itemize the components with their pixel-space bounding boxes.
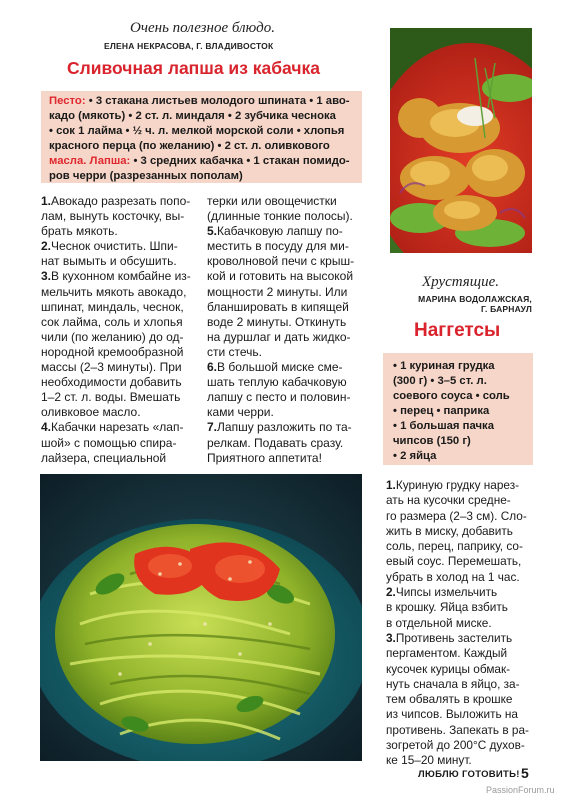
recipe2-tagline: Хрустящие. (422, 274, 499, 290)
text-line: местить в посуду для ми- (207, 239, 349, 254)
text-line: кроволновой печи с крыш- (207, 254, 355, 269)
ingredient-heading: Песто: (49, 95, 89, 107)
watermark: PassionForum.ru (486, 785, 555, 795)
text-line: необходимости добавить (41, 375, 182, 390)
text-line: мощности 2 минуты. Или (207, 284, 348, 299)
text-line: шпинат, миндаль, чеснок, (41, 299, 184, 314)
text-line: бланшировать в кипящей (207, 299, 349, 314)
text-line: кой и готовить на высокой (207, 269, 354, 284)
text-line: соль, перец, паприку, со- (386, 539, 523, 554)
text-line: 6.В большой миске сме- (207, 360, 343, 375)
text-line: оливковое масло. (41, 405, 141, 420)
text-line: 4.Кабачки нарезать «лап- (41, 420, 184, 435)
ingredient-heading: масла. Лапша: (49, 155, 134, 167)
text-line: (длинные тонкие полосы). (207, 209, 353, 224)
text-line: в крошку. Яйца взбить (386, 600, 508, 615)
text-line: шать теплую кабачковую (207, 375, 347, 390)
text-line: убрать в холод на 1 час. (386, 569, 520, 584)
text-line: релкам. Подавать сразу. (207, 435, 344, 450)
recipe1-author: ЕЛЕНА НЕКРАСОВА, Г. ВЛАДИВОСТОК (104, 41, 274, 51)
text-line: массы (2–3 минуты). При (41, 360, 182, 375)
text-line: нат вымыть и обсушить. (41, 254, 177, 269)
text-line: терки или овощечистки (207, 194, 337, 208)
recipe1-steps-col2 (207, 194, 367, 466)
text-line: лайзера, специальной (41, 450, 167, 465)
nuggets-photo (390, 28, 532, 253)
text-line: 3.Противень застелить (386, 630, 513, 645)
text-line: 1.Куриную грудку нарез- (386, 478, 520, 492)
recipe2-author: МАРИНА ВОДОЛАЖСКАЯ, Г. БАРНАУЛ (418, 294, 532, 314)
text-line: 7.Лапшу разложить по та- (207, 420, 352, 435)
text-line: жить в миску, добавить (386, 523, 513, 538)
recipe1-tagline: Очень полезное блюдо. (130, 20, 275, 36)
text-line: на дуршлаг и дать жидко- (207, 329, 351, 344)
text-line: 3.В кухонном комбайне из- (41, 269, 191, 284)
text-line: 1.Авокадо разрезать попо- (41, 194, 191, 208)
recipe2-title: Наггетсы (414, 320, 501, 341)
recipe1-title: Сливочная лапша из кабачка (67, 58, 320, 78)
page-number: 5 (521, 765, 529, 781)
zucchini-noodles-image (40, 474, 362, 761)
recipe1-steps-col1 (41, 194, 201, 466)
text-line: кусочек курицы обмак- (386, 661, 511, 676)
text-line: ке 15–20 минут. (386, 753, 472, 768)
zucchini-noodles-photo (40, 474, 362, 761)
text-line: мельчить мякоть авокадо, (41, 284, 187, 299)
footer-label: ЛЮБЛЮ ГОТОВИТЬ! (418, 769, 520, 780)
text-line: го размера (2–3 см). Сло- (386, 508, 527, 523)
text-line: евый соус. Перемешать, (386, 554, 522, 569)
text-line: воде 2 минуты. Откинуть (207, 314, 347, 329)
text-line: тем обвалять в крошке (386, 692, 513, 707)
text-line: Приятного аппетита! (207, 450, 322, 465)
recipe2-steps (386, 478, 536, 769)
text-line: пергаментом. Каждый (386, 646, 508, 661)
text-line: лапшу с песто и половин- (207, 390, 351, 405)
text-line: нуть сначала в яйцо, за- (386, 676, 520, 691)
text-line: ать на кусочки средне- (386, 493, 511, 508)
text-line: нородной кремообразной (41, 344, 184, 359)
text-line: противень. Запекать в ра- (386, 722, 529, 737)
text-line: 2.Чеснок очистить. Шпи- (41, 239, 178, 254)
text-line: сок лайма, соль и хлопья (41, 314, 183, 329)
text-line: в отдельной миске. (386, 615, 492, 630)
text-line: зогретой до 200°С духов- (386, 738, 525, 753)
nuggets-image (390, 28, 532, 253)
recipe2-ingredients: • 1 куриная грудка (300 г) • 3–5 ст. л. соевого соуса • соль • перец • паприка • 1 большая пачка чипсов (150 г) • 2 яйца (383, 353, 533, 465)
text-line: из чипсов. Выложить на (386, 707, 518, 722)
text-line: 1–2 ст. л. воды. Вмешать (41, 390, 181, 405)
recipe1-ingredients: Песто: • 3 стакана листьев молодого шпината • 1 аво- кадо (мякоть) • 2 ст. л. миндаля • 2 зубчика чеснока • сок 1 лайма • ½ ч. л. мелкой морской соли • хлопья красного перца (по желанию) • 2 ст. л. оливкового масла. Лапша: • 3 средних кабачка • 1 стакан помидо- ров черри (разрезанных пополам) (41, 91, 362, 183)
text-line: лам, вынуть косточку, вы- (41, 209, 185, 224)
text-line: брать мякоть. (41, 224, 118, 239)
text-line: 5.Кабачковую лапшу по- (207, 224, 343, 239)
text-line: ками черри. (207, 405, 274, 420)
text-line: шой» с помощью спира- (41, 435, 177, 450)
text-line: чили (по желанию) до од- (41, 329, 184, 344)
text-line: 2.Чипсы измельчить (386, 585, 498, 600)
text-line: сти стечь. (207, 344, 263, 359)
